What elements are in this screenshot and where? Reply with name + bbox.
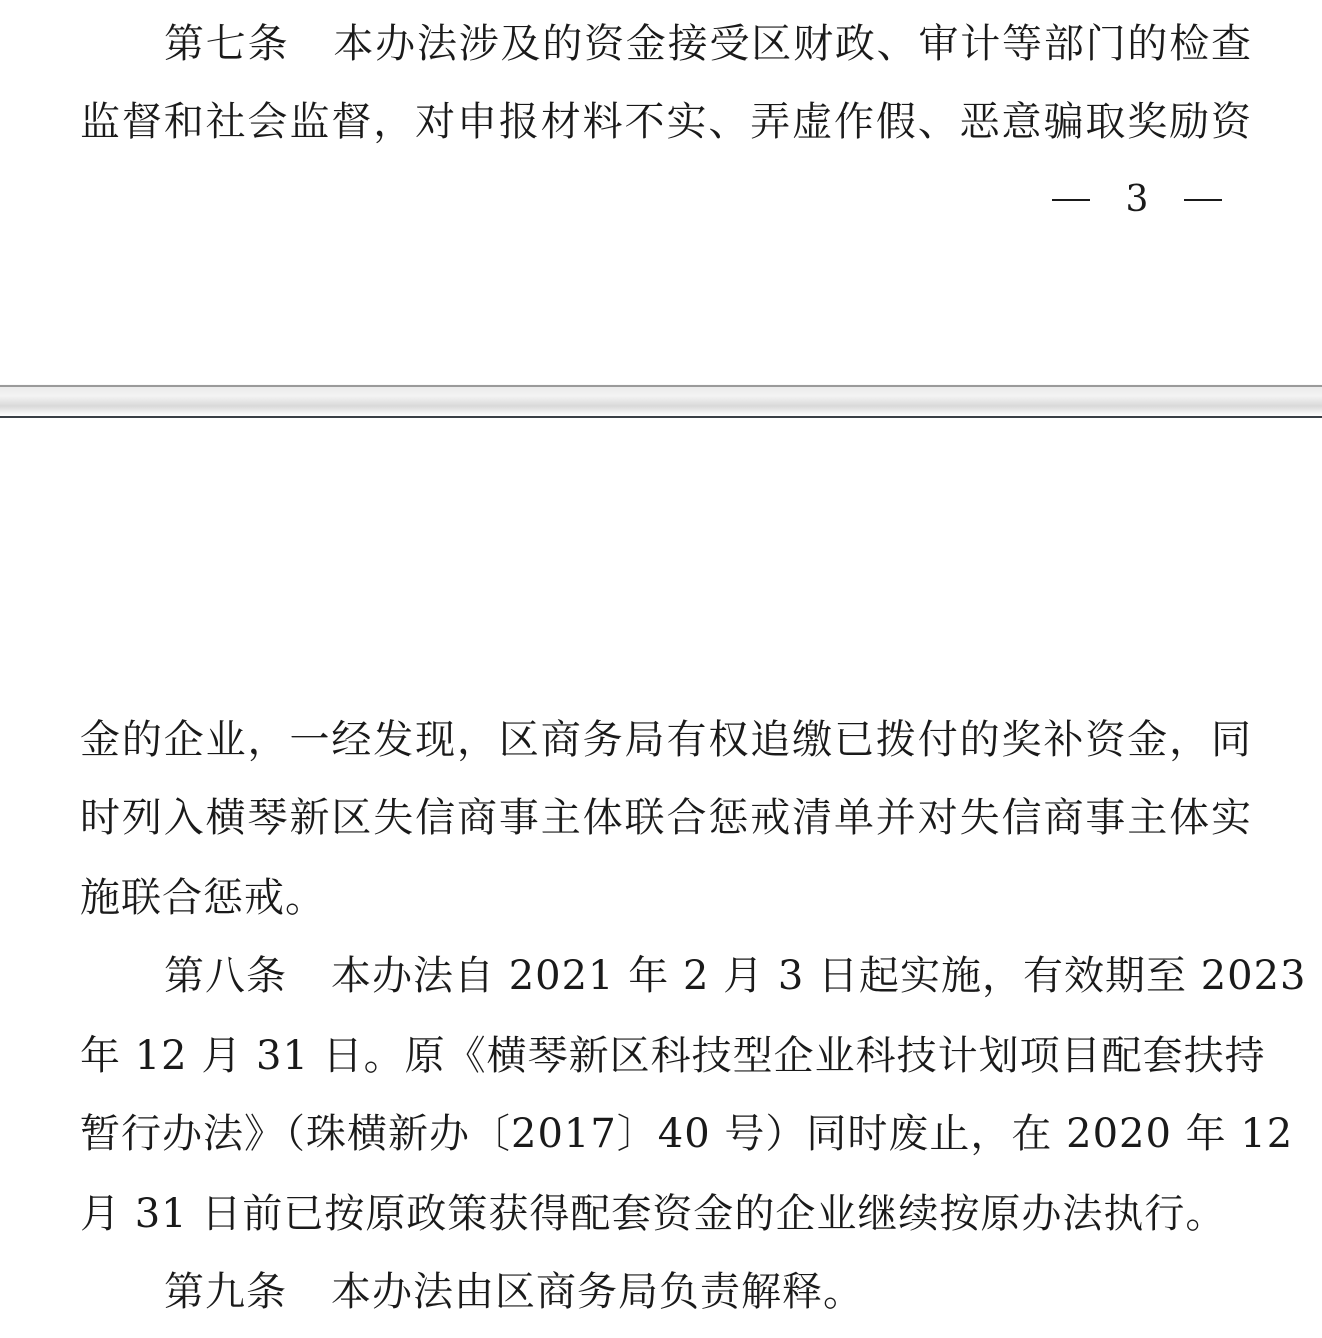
article-7-line-4: 时列入横琴新区失信商事主体联合惩戒清单并对失信商事主体实 [80, 795, 1252, 841]
article-7-line-3: 金的企业，一经发现，区商务局有权追缴已拨付的奖补资金，同 [80, 717, 1252, 763]
article-7-label: 第七条 [164, 21, 290, 67]
article-7-line-1 [164, 20, 1252, 68]
article-8-line-4: 月 31 日前已按原政策获得配套资金的企业继续按原办法执行。 [80, 1191, 1227, 1237]
article-8-line-3: 暂行办法》（珠横新办〔2017〕40 号）同时废止，在 2020 年 12 [80, 1111, 1294, 1157]
article-9-text-1: 本办法由区商务局负责解释。 [331, 1269, 864, 1315]
article-8-text-1: 本办法自 2021 年 2 月 3 日起实施，有效期至 2023 [331, 953, 1307, 999]
page-edge-top [0, 385, 1322, 387]
article-7-text-1: 本办法涉及的资金接受区财政、审计等部门的检查 [333, 21, 1252, 67]
page-break [0, 372, 1322, 422]
page-number [1052, 176, 1222, 224]
article-8-label: 第八条 [164, 953, 287, 999]
page-edge-bottom [0, 416, 1322, 418]
article-8-line-1 [164, 952, 1307, 1000]
article-9-line-1 [164, 1268, 1252, 1316]
page-number-value: 3 [1125, 179, 1149, 220]
article-8-line-2: 年 12 月 31 日。原《横琴新区科技型企业科技计划项目配套扶持 [80, 1033, 1266, 1079]
page-number-dash-right [1184, 199, 1222, 201]
article-7-line-2: 监督和社会监督，对申报材料不实、弄虚作假、恶意骗取奖励资 [80, 99, 1252, 145]
article-9-label: 第九条 [164, 1269, 287, 1315]
page-number-dash-left [1052, 199, 1090, 201]
article-7-line-5: 施联合惩戒。 [80, 875, 326, 921]
